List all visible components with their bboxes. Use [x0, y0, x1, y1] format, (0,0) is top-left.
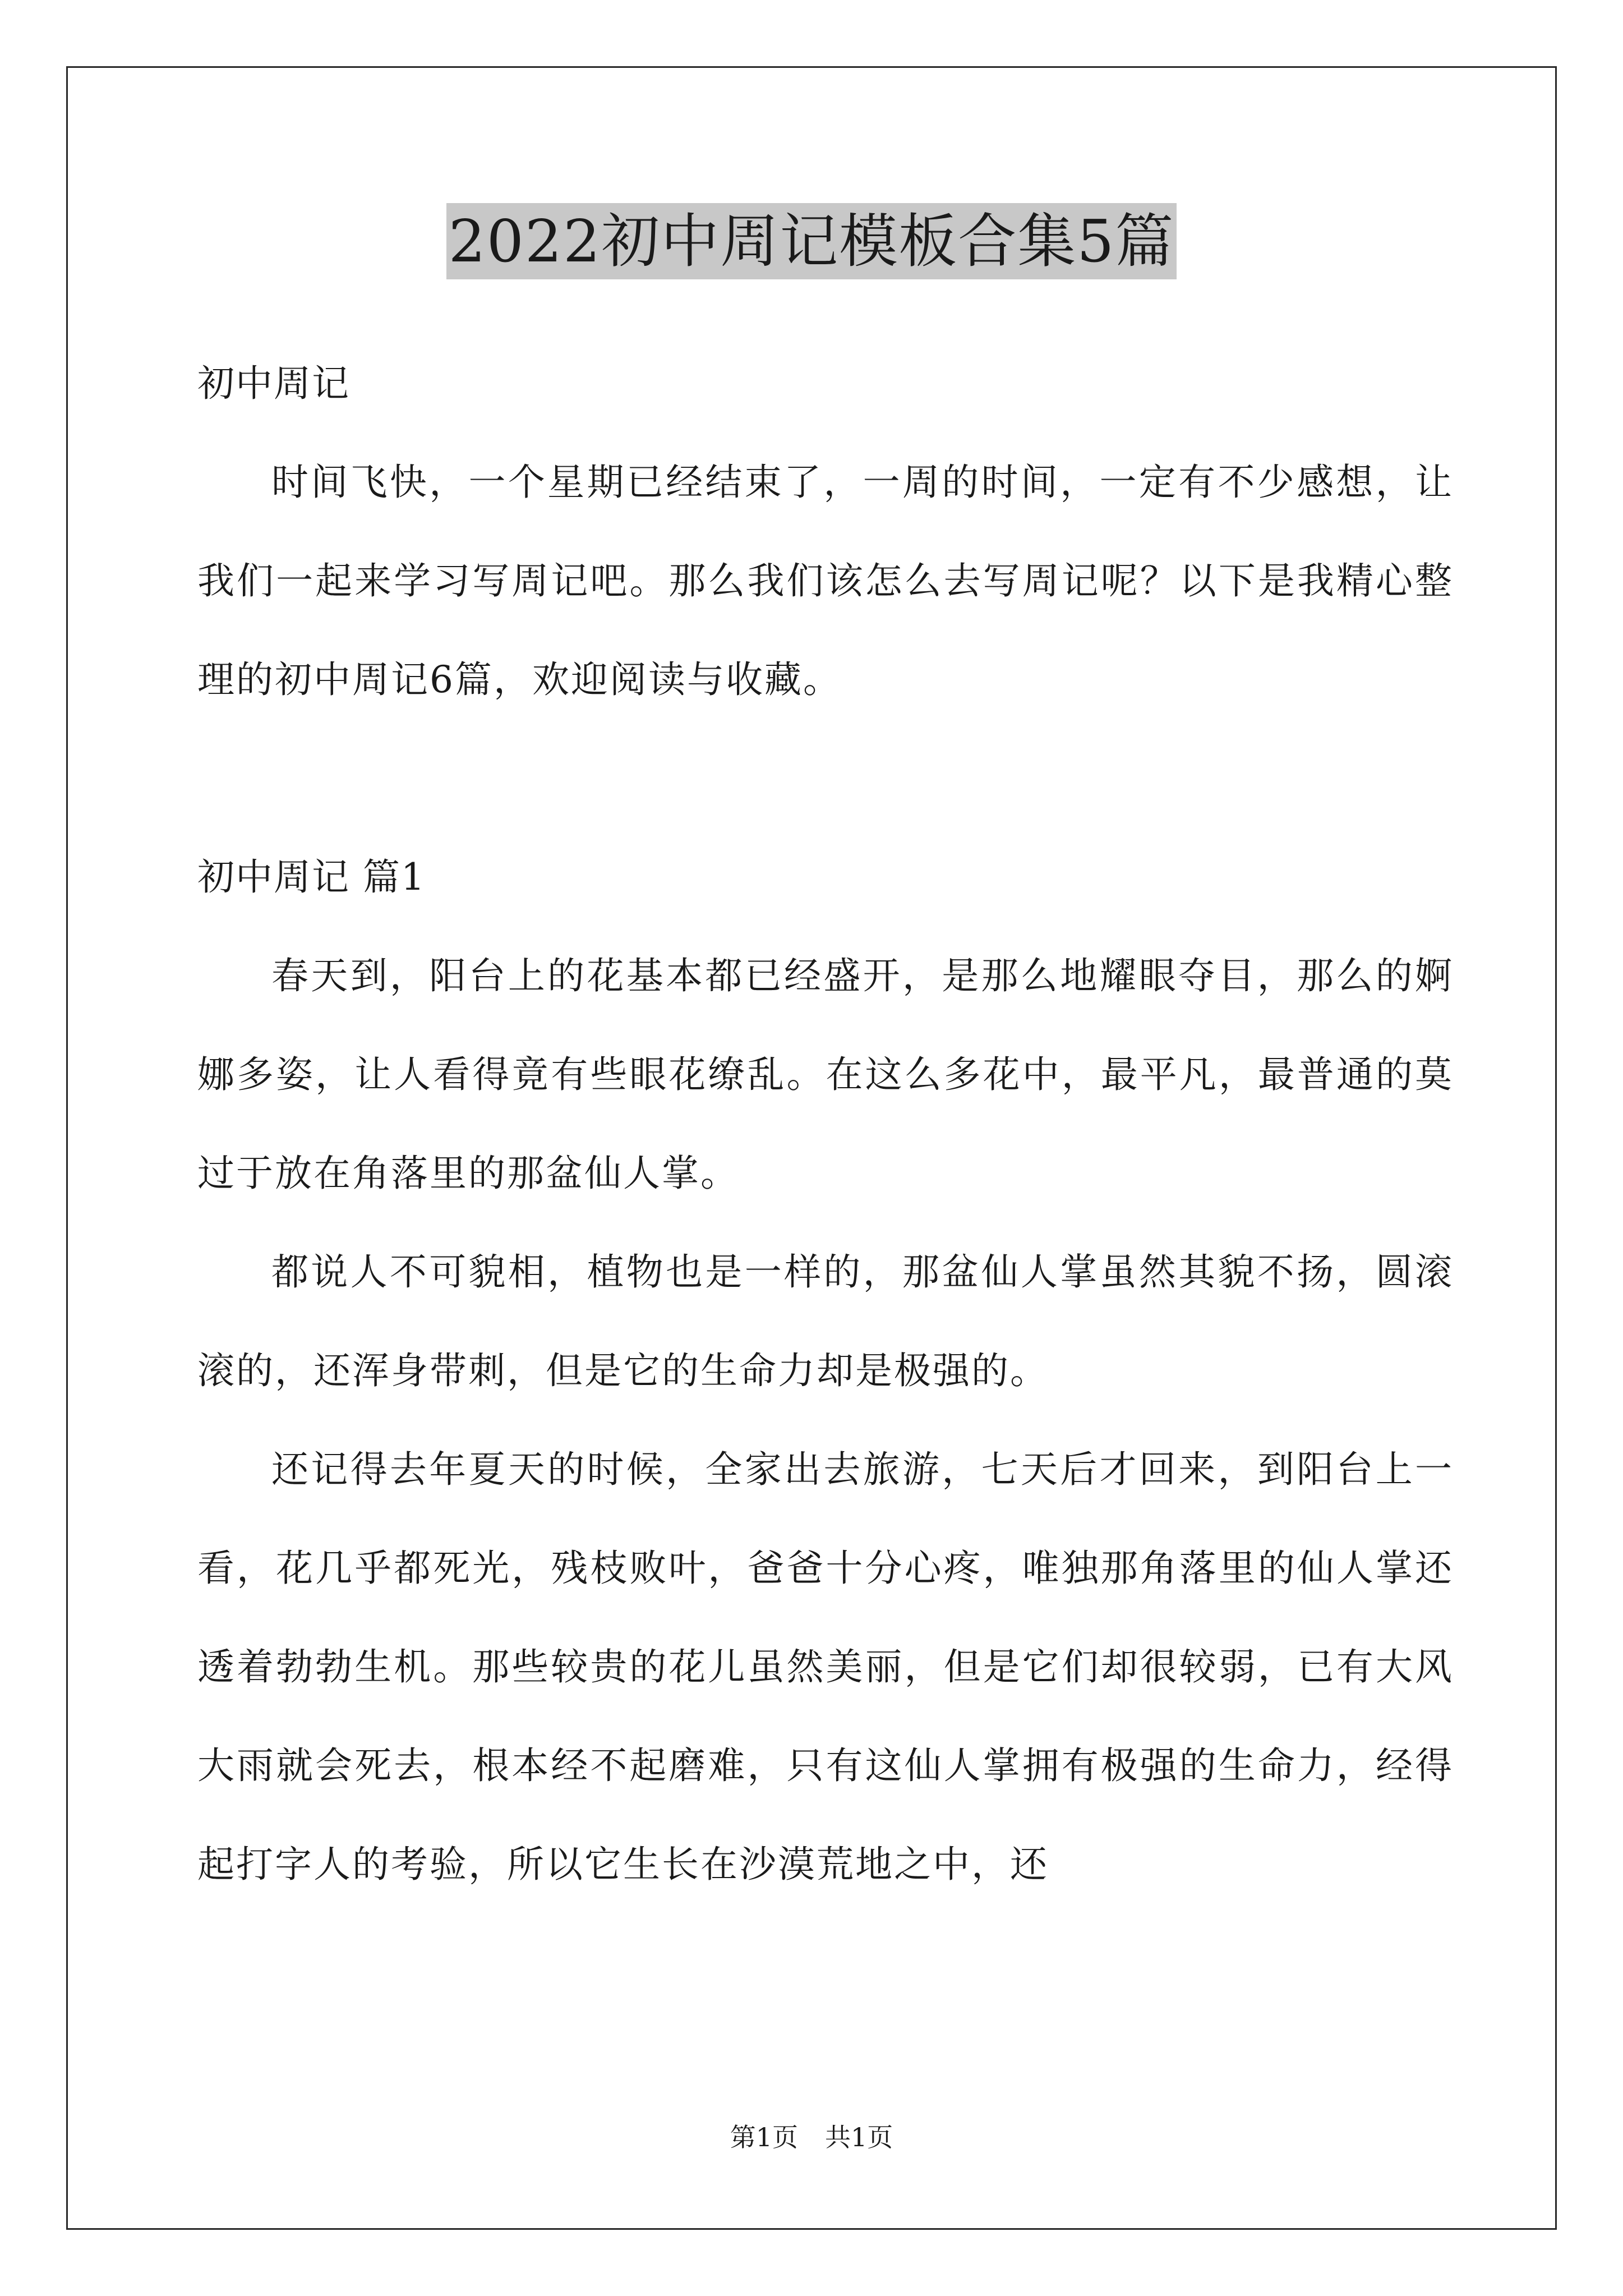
title-container	[0, 203, 1623, 279]
section-heading: 初中周记 篇1	[197, 855, 426, 899]
page-footer	[0, 2120, 1623, 2154]
intro-heading: 初中周记	[197, 362, 350, 405]
intro-paragraph: 时间飞快，一个星期已经结束了，一周的时间，一定有不少感想，让我们一起来学习写周记吧。那么我们该怎么去写周记呢？以下是我精心整理的初中周记6篇，欢迎阅读与收藏。	[197, 461, 1454, 701]
section-spacer	[197, 729, 1454, 828]
body-paragraph-2: 都说人不可貌相，植物也是一样的，那盆仙人掌虽然其貌不扬，圆滚滚的，还浑身带刺，但是它的生命力却是极强的。	[197, 1250, 1454, 1392]
body-paragraph-1: 春天到，阳台上的花基本都已经盛开，是那么地耀眼夺目，那么的婀娜多姿，让人看得竟有些眼花缭乱。在这么多花中，最平凡，最普通的莫过于放在角落里的那盆仙人掌。	[197, 954, 1454, 1195]
document-body	[197, 334, 1454, 1914]
document-title: 2022初中周记模板合集5篇	[446, 203, 1177, 279]
body-paragraph-3: 还记得去年夏天的时候，全家出去旅游，七天后才回来，到阳台上一看，花几乎都死光，残枝败叶，爸爸十分心疼，唯独那角落里的仙人掌还透着勃勃生机。那些较贵的花儿虽然美丽，但是它们却很较弱，已有大风大雨就会死去，根本经不起磨难，只有这仙人掌拥有极强的生命力，经得起打字人的考验，所以它生长在沙漠荒地之中，还	[197, 1448, 1454, 1886]
page-total: 共1页	[825, 2122, 893, 2152]
page-number: 第1页	[730, 2122, 798, 2152]
